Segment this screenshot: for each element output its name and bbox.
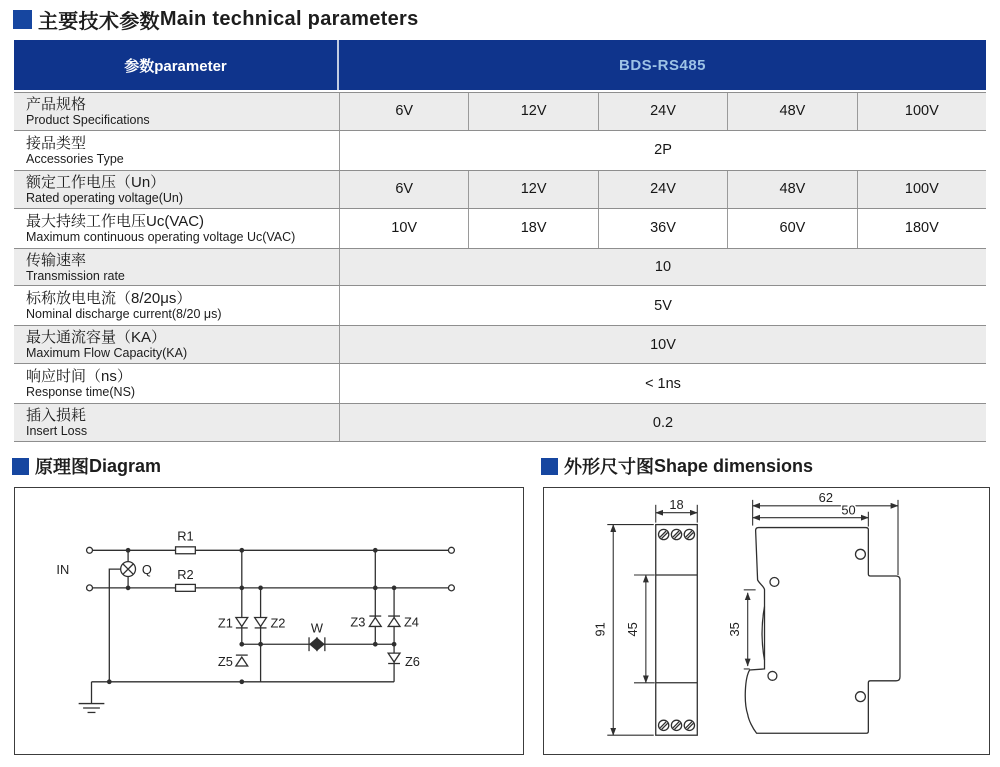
value-cell: 12V <box>468 171 597 208</box>
value-cell-span: 5V <box>654 297 672 314</box>
value-cell: 18V <box>468 209 597 248</box>
row-label-cn: 传输速率 <box>26 251 87 269</box>
row-label-en: Insert Loss <box>26 424 88 439</box>
table-row <box>14 131 986 170</box>
dim-rail-35: 35 <box>726 622 742 637</box>
header-product-model: BDS-RS485 <box>618 56 707 74</box>
value-cell: 6V <box>395 103 414 120</box>
table-row <box>14 92 986 131</box>
dim-depth-62: 62 <box>818 489 833 505</box>
circuit-diagram-box <box>14 487 524 755</box>
dim-mid-45: 45 <box>624 622 640 637</box>
diagram-title-en: Diagram <box>89 455 162 476</box>
value-cell: 48V <box>727 93 856 130</box>
value-cell-span: 10 <box>654 259 672 275</box>
table-row <box>14 248 986 287</box>
diagram-section-title <box>12 453 161 479</box>
label-z3: Z3 <box>350 614 366 630</box>
dimensions-title-en: Shape dimensions <box>654 455 814 476</box>
header-param-label: 参数parameter <box>14 40 339 90</box>
dim-height-91: 91 <box>592 622 608 637</box>
blue-square-icon <box>541 458 558 475</box>
row-label-cn: 标称放电电流（8/20μs） <box>26 290 192 308</box>
row-label-en: Nominal discharge current(8/20 μs) <box>26 307 222 322</box>
row-label-en: Response time(NS) <box>26 385 136 400</box>
dimensions-title-cn: 外形尺寸图 <box>564 457 654 477</box>
circuit-diagram <box>15 488 522 753</box>
value-cell-span: 0.2 <box>652 414 674 431</box>
label-z1: Z1 <box>217 615 233 631</box>
table-row <box>14 403 986 442</box>
label-z5: Z5 <box>217 653 233 669</box>
value-cell: 60V <box>727 209 856 248</box>
row-label-en: Maximum continuous operating voltage Uc(VAC) <box>26 229 296 244</box>
row-label-cn: 最大持续工作电压Uc(VAC) <box>26 212 205 230</box>
label-r1: R1 <box>177 528 194 544</box>
value-cell: 36V <box>598 209 727 248</box>
main-section-title <box>13 5 419 34</box>
table-row <box>14 325 986 364</box>
label-r2: R2 <box>177 566 194 582</box>
dim-width-18: 18 <box>669 496 684 512</box>
table-row <box>14 286 986 325</box>
row-label-en: Product Specifications <box>26 112 150 127</box>
value-cell-span: 10V <box>650 336 676 353</box>
row-label-en: Rated operating voltage(Un) <box>26 190 184 205</box>
label-z6: Z6 <box>404 653 420 669</box>
value-cell: 180V <box>857 209 986 248</box>
blue-square-icon <box>12 458 29 475</box>
shape-dimensions-drawing <box>544 488 988 753</box>
row-label-cn: 插入损耗 <box>26 407 87 425</box>
row-label-cn: 响应时间（ns） <box>26 368 132 386</box>
value-cell: 100V <box>857 171 986 208</box>
main-title-cn: 主要技术参数 <box>38 11 160 33</box>
label-q: Q <box>141 562 152 578</box>
blue-square-icon <box>13 10 32 29</box>
main-title-en: Main technical parameters <box>159 8 419 30</box>
value-cell: 10V <box>391 220 418 237</box>
row-label-cn: 接品类型 <box>26 134 87 152</box>
label-z2: Z2 <box>270 615 286 631</box>
label-z4: Z4 <box>403 614 419 630</box>
value-cell: 6V <box>395 181 414 198</box>
diagram-title-cn: 原理图 <box>35 457 89 477</box>
value-cell-span: < 1ns <box>645 375 681 392</box>
value-cell: 24V <box>598 93 727 130</box>
value-cell: 100V <box>857 93 986 130</box>
value-cell: 12V <box>468 93 597 130</box>
label-w: W <box>310 620 324 636</box>
value-cell: 24V <box>598 171 727 208</box>
table-row <box>14 170 986 209</box>
value-cell: 48V <box>727 171 856 208</box>
shape-dimensions-box <box>543 487 990 755</box>
row-label-en: Transmission rate <box>26 268 125 283</box>
row-label-cn: 产品规格 <box>26 95 87 113</box>
table-row <box>14 209 986 248</box>
row-label-cn: 最大通流容量（KA） <box>26 329 167 347</box>
label-in: IN <box>56 562 70 578</box>
spec-table <box>14 40 986 442</box>
row-label-en: Maximum Flow Capacity(KA) <box>26 346 188 361</box>
table-header-row <box>14 40 986 90</box>
dim-depth-50: 50 <box>841 502 856 518</box>
table-row <box>14 364 986 403</box>
row-label-cn: 额定工作电压（Un） <box>26 173 166 191</box>
value-cell-span: 2P <box>654 142 672 159</box>
row-label-en: Accessories Type <box>26 151 124 166</box>
dimensions-section-title <box>541 453 813 479</box>
